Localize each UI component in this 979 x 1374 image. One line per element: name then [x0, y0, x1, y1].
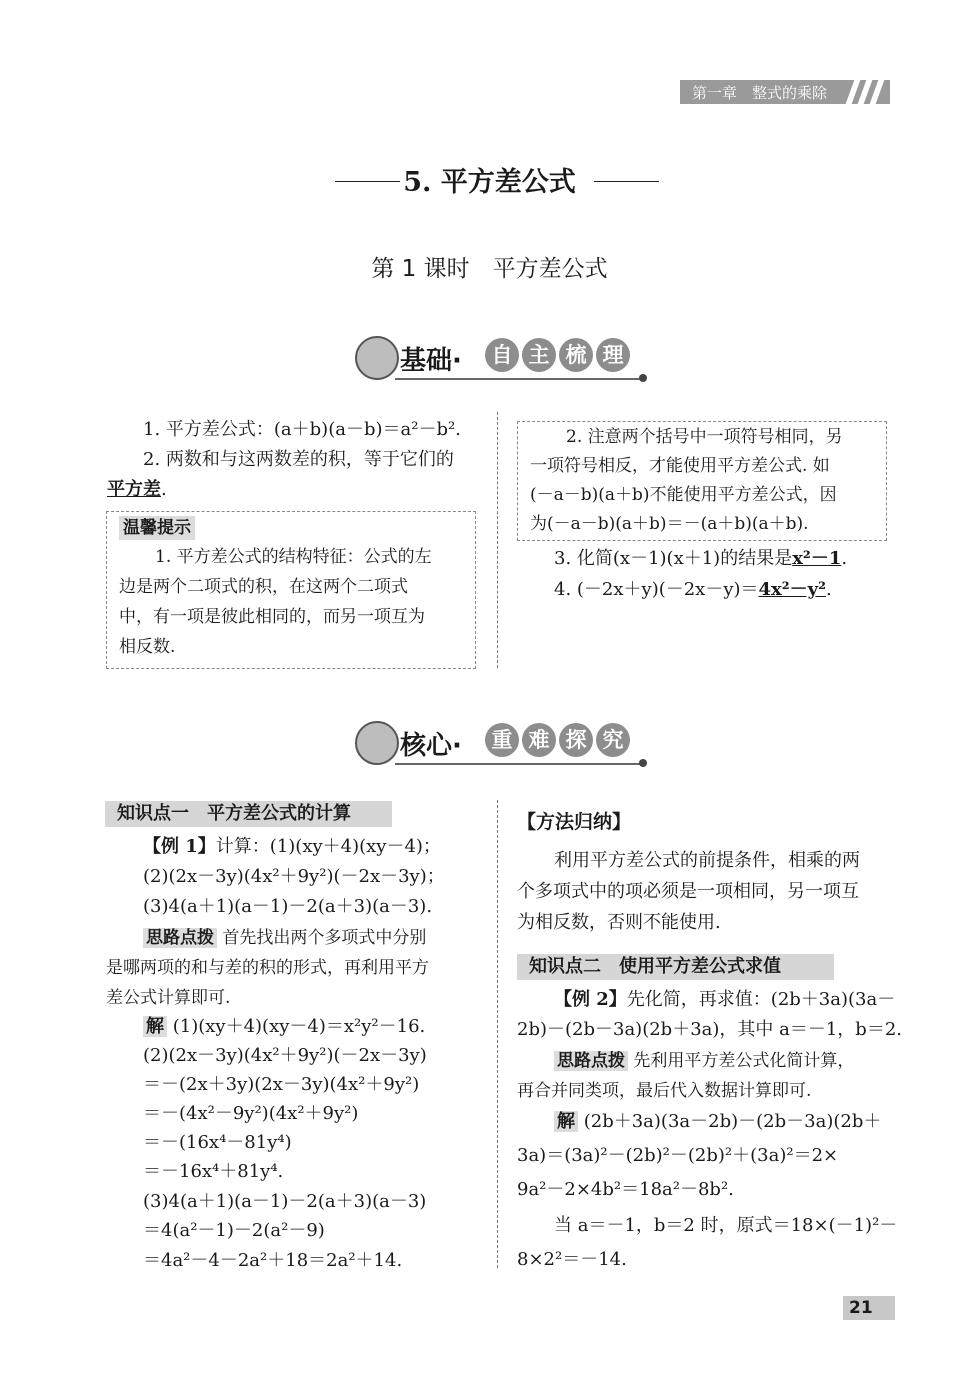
banner-char: 难: [522, 723, 556, 757]
banner-main: 基础·: [400, 346, 462, 376]
method-line: 利用平方差公式的前提条件，相乘的两: [554, 850, 860, 871]
tip-title: 温馨提示: [119, 516, 195, 540]
tip-box: [106, 511, 476, 669]
hint1-line: 是哪两项的和与差的积的形式，再利用平方: [106, 958, 429, 978]
note-line: 为(－a－b)(a＋b)＝－(a＋b)(a＋b).: [530, 514, 809, 534]
lesson-title: 第 1 课时 平方差公式: [371, 256, 608, 282]
basics-item-4: 4. (－2x＋y)(－2x－y)＝4x²－y².: [554, 579, 832, 600]
solution2-line: 9a²－2×4b²＝18a²－8b².: [517, 1179, 734, 1200]
example2-line: 2b)－(2b－3a)(2b＋3a)，其中 a＝－1，b＝2.: [517, 1019, 903, 1040]
chapter-label: 第一章 整式的乘除: [692, 84, 828, 102]
solution1-line: ＝－16x⁴＋81y⁴.: [143, 1161, 284, 1182]
pen-emblem-icon: [355, 336, 399, 380]
solution2-line: 当 a＝－1，b＝2 时，原式＝18×(－1)²－: [554, 1215, 898, 1236]
kp1-title: 知识点一 平方差公式的计算: [105, 801, 392, 827]
tip-line: 1. 平方差公式的结构特征：公式的左: [155, 547, 432, 567]
solution1-line: (2)(2x－3y)(4x²＋9y²)(－2x－3y): [143, 1045, 427, 1066]
column-divider: [497, 800, 498, 1268]
column-divider: [497, 412, 498, 668]
basics-item-2-answer: 平方差.: [107, 479, 167, 500]
example2: 【例 2】先化简，再求值：(2b＋3a)(3a－: [554, 989, 896, 1010]
hint2: 思路点拨 先利用平方差公式化简计算，: [554, 1046, 854, 1076]
basics-item-3: 3. 化简(x－1)(x＋1)的结果是x²－1.: [554, 548, 848, 569]
note-line: (－a－b)(a＋b)不能使用平方差公式，因: [530, 485, 837, 505]
banner-char: 重: [485, 723, 519, 757]
banner-main: 核心·: [400, 731, 462, 761]
solution1: 解 (1)(xy＋4)(xy－4)＝x²y²－16.: [143, 1012, 425, 1042]
note-box: [517, 421, 887, 541]
hint1-line: 差公式计算即可.: [106, 988, 231, 1008]
example1-line: (2)(2x－3y)(4x²＋9y²)(－2x－3y)；: [143, 866, 445, 887]
solution1-line: ＝4(a²－1)－2(a²－9): [143, 1220, 325, 1241]
solution2-line: 3a)＝(3a)²－(2b)²－(2b)²＋(3a)²＝2×: [517, 1145, 839, 1166]
tip-line: 中，有一项是彼此相同的，而另一项互为: [119, 607, 425, 627]
note-line: 一项符号相反，才能使用平方差公式. 如: [530, 456, 830, 476]
solution1-line: ＝－(4x²－9y²)(4x²＋9y²): [143, 1103, 359, 1124]
example1-line: (3)4(a＋1)(a－1)－2(a＋3)(a－3).: [143, 896, 433, 917]
basics-item-2: 2. 两数和与这两数差的积，等于它们的: [143, 449, 454, 470]
header-stripes: [846, 80, 890, 104]
banner-char: 主: [522, 338, 556, 372]
banner-core: [355, 721, 655, 771]
banner-char: 自: [485, 338, 519, 372]
method-line: 个多项式中的项必须是一项相同，另一项互: [517, 881, 859, 902]
solution2-line: 8×2²＝－14.: [517, 1249, 627, 1270]
banner-basics: [355, 336, 655, 386]
pen-emblem-icon: [355, 721, 399, 765]
banner-char: 探: [559, 723, 593, 757]
method-title: 【方法归纳】: [517, 812, 632, 833]
banner-char: 梳: [559, 338, 593, 372]
note-line: 2. 注意两个括号中一项符号相同，另: [566, 427, 843, 447]
tip-line: 相反数.: [119, 637, 176, 657]
banner-char: 理: [596, 338, 630, 372]
hint1: 思路点拨 首先找出两个多项式中分别: [143, 923, 426, 953]
tip-line: 边是两个二项式的积，在这两个二项式: [119, 577, 408, 597]
solution1-line: ＝－(2x＋3y)(2x－3y)(4x²＋9y²): [143, 1074, 420, 1095]
basics-item-1: 1. 平方差公式：(a＋b)(a－b)＝a²－b².: [143, 419, 461, 440]
page-number: 21: [843, 1296, 895, 1320]
solution2: 解 (2b＋3a)(3a－2b)－(2b－3a)(2b＋: [554, 1107, 881, 1137]
solution1-line: ＝4a²－4－2a²＋18＝2a²＋14.: [143, 1250, 403, 1271]
hint2-line: 再合并同类项，最后代入数据计算即可.: [517, 1081, 812, 1101]
solution1-line: (3)4(a＋1)(a－1)－2(a＋3)(a－3): [143, 1191, 427, 1212]
banner-char: 究: [596, 723, 630, 757]
method-line: 为相反数，否则不能使用.: [517, 912, 721, 933]
kp2-title: 知识点二 使用平方差公式求值: [517, 954, 834, 980]
solution1-line: ＝－(16x⁴－81y⁴): [143, 1132, 292, 1153]
example1: 【例 1】计算：(1)(xy＋4)(xy－4)；: [143, 836, 441, 857]
section-title: 5. 平方差公式: [403, 167, 576, 198]
